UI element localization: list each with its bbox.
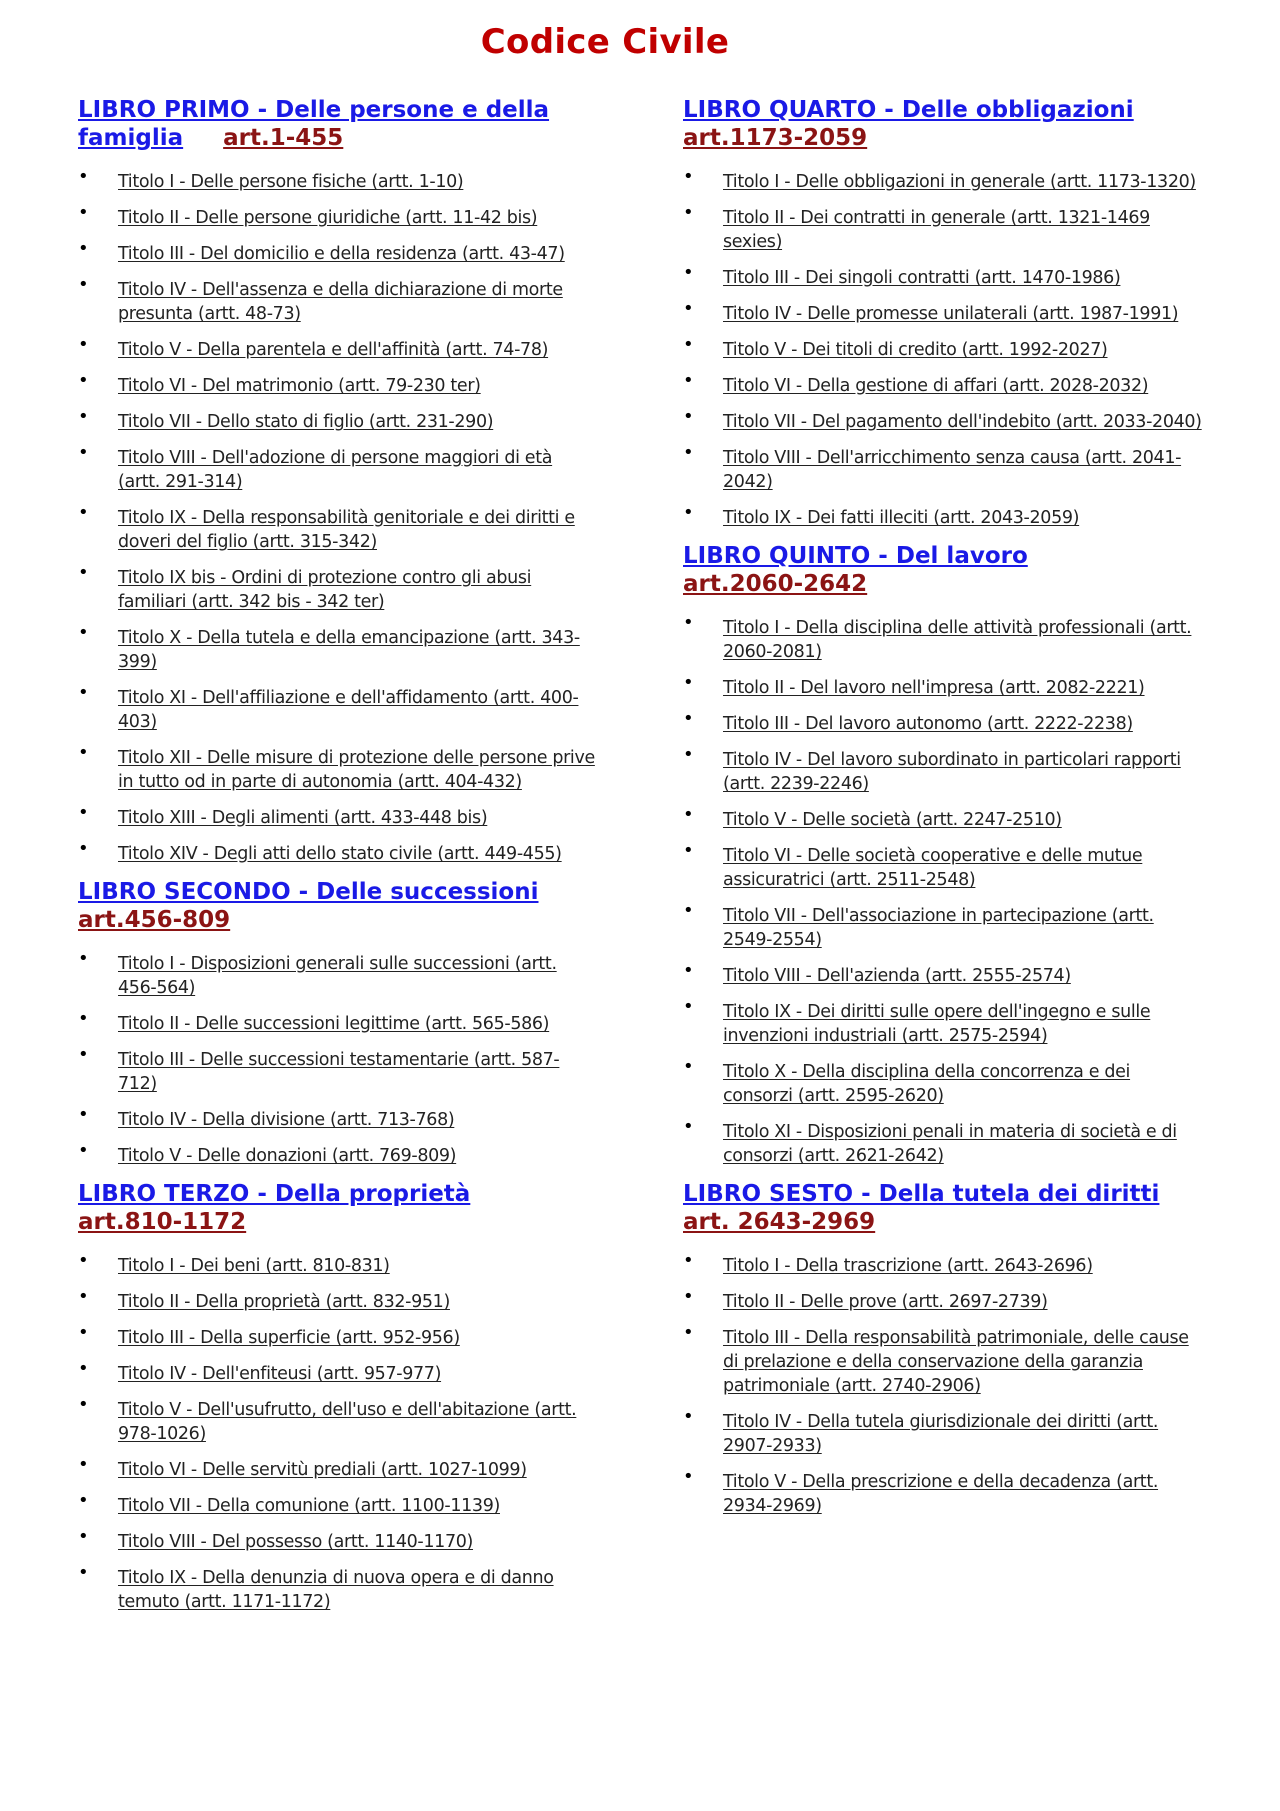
page-title: Codice Civile xyxy=(480,22,730,62)
title-link[interactable]: Titolo I - Delle obbligazioni in generale (artt. 1173-1320) xyxy=(723,172,1196,192)
title-link[interactable]: Titolo IV - Della divisione (artt. 713-768) xyxy=(118,1110,455,1130)
bullet-icon: • xyxy=(683,900,694,921)
title-list-item xyxy=(683,1056,1203,1108)
title-list-item xyxy=(78,1104,598,1132)
bullet-icon: • xyxy=(683,1116,694,1137)
title-list-item xyxy=(78,622,598,674)
title-link[interactable]: Titolo V - Dell'usufrutto, dell'uso e dell'abitazione (artt. 978-1026) xyxy=(118,1400,577,1444)
title-link[interactable]: Titolo XI - Dell'affiliazione e dell'affidamento (artt. 400-403) xyxy=(118,688,579,732)
title-link[interactable]: Titolo V - Delle società (artt. 2247-2510) xyxy=(723,810,1062,830)
bullet-icon: • xyxy=(78,442,89,463)
title-list-item xyxy=(78,1044,598,1096)
book-title-link[interactable]: LIBRO PRIMO - Delle persone e della famiglia xyxy=(78,97,550,151)
title-link[interactable]: Titolo IV - Delle promesse unilaterali (artt. 1987-1991) xyxy=(723,304,1179,324)
title-link[interactable]: Titolo III - Delle successioni testamentarie (artt. 587-712) xyxy=(118,1050,560,1094)
book-title-link[interactable]: LIBRO SESTO - Della tutela dei diritti xyxy=(683,1181,1160,1207)
book-heading xyxy=(683,542,1203,598)
title-link[interactable]: Titolo VI - Della gestione di affari (artt. 2028-2032) xyxy=(723,376,1149,396)
book-heading xyxy=(78,1180,598,1236)
title-link[interactable]: Titolo V - Dei titoli di credito (artt. 1992-2027) xyxy=(723,340,1108,360)
title-link[interactable]: Titolo X - Della disciplina della concorrenza e dei consorzi (artt. 2595-2620) xyxy=(723,1062,1131,1106)
title-link[interactable]: Titolo III - Del domicilio e della residenza (artt. 43-47) xyxy=(118,244,565,264)
title-link[interactable]: Titolo III - Del lavoro autonomo (artt. 2222-2238) xyxy=(723,714,1133,734)
title-list-item xyxy=(683,1286,1203,1314)
title-list-item xyxy=(78,1250,598,1278)
title-link[interactable]: Titolo II - Del lavoro nell'impresa (artt. 2082-2221) xyxy=(723,678,1145,698)
bullet-icon: • xyxy=(78,562,89,583)
title-link[interactable]: Titolo I - Dei beni (artt. 810-831) xyxy=(118,1256,390,1276)
bullet-icon: • xyxy=(78,406,89,427)
title-list-item xyxy=(683,202,1203,254)
title-list-item xyxy=(683,1250,1203,1278)
bullet-icon: • xyxy=(683,708,694,729)
bullet-icon: • xyxy=(78,1562,89,1583)
title-list-item xyxy=(683,1322,1203,1398)
bullet-icon: • xyxy=(78,1358,89,1379)
title-link[interactable]: Titolo IV - Dell'enfiteusi (artt. 957-977) xyxy=(118,1364,442,1384)
title-list-item xyxy=(78,1322,598,1350)
title-list-item xyxy=(78,1286,598,1314)
bullet-icon: • xyxy=(683,1322,694,1343)
title-link[interactable]: Titolo VI - Delle società cooperative e delle mutue assicuratrici (artt. 2511-2548) xyxy=(723,846,1143,890)
bullet-icon: • xyxy=(78,682,89,703)
bullet-icon: • xyxy=(78,370,89,391)
title-link[interactable]: Titolo VII - Del pagamento dell'indebito (artt. 2033-2040) xyxy=(723,412,1202,432)
title-link[interactable]: Titolo VII - Dell'associazione in partecipazione (artt. 2549-2554) xyxy=(723,906,1154,950)
title-link[interactable]: Titolo IV - Del lavoro subordinato in particolari rapporti (artt. 2239-2246) xyxy=(723,750,1181,794)
title-list-item xyxy=(683,334,1203,362)
bullet-icon: • xyxy=(78,1044,89,1065)
title-link[interactable]: Titolo I - Della disciplina delle attività professionali (artt. 2060-2081) xyxy=(723,618,1192,662)
title-list-item xyxy=(683,370,1203,398)
title-list-item xyxy=(78,1562,598,1614)
titles-list xyxy=(78,166,598,866)
title-list-item xyxy=(683,1466,1203,1518)
book-section xyxy=(683,542,1203,1168)
bullet-icon: • xyxy=(78,238,89,259)
title-link[interactable]: Titolo II - Delle prove (artt. 2697-2739) xyxy=(723,1292,1048,1312)
book-range-link[interactable]: art. 2643-2969 xyxy=(683,1209,876,1235)
title-list-item xyxy=(78,1008,598,1036)
title-link[interactable]: Titolo VIII - Dell'arricchimento senza causa (artt. 2041-2042) xyxy=(723,448,1182,492)
bullet-icon: • xyxy=(683,804,694,825)
bullet-icon: • xyxy=(683,996,694,1017)
bullet-icon: • xyxy=(683,442,694,463)
bullet-icon: • xyxy=(683,298,694,319)
bullet-icon: • xyxy=(78,1490,89,1511)
title-link[interactable]: Titolo II - Delle persone giuridiche (artt. 11-42 bis) xyxy=(118,208,538,228)
title-list-item xyxy=(78,502,598,554)
title-list-item xyxy=(78,274,598,326)
title-link[interactable]: Titolo II - Dei contratti in generale (artt. 1321-1469 sexies) xyxy=(723,208,1150,252)
title-list-item xyxy=(683,442,1203,494)
bullet-icon: • xyxy=(78,202,89,223)
title-link[interactable]: Titolo II - Delle successioni legittime (artt. 565-586) xyxy=(118,1014,550,1034)
titles-list xyxy=(683,612,1203,1168)
title-list-item xyxy=(78,1454,598,1482)
title-link[interactable]: Titolo VIII - Dell'adozione di persone maggiori di età (artt. 291-314) xyxy=(118,448,553,492)
title-link[interactable]: Titolo XIII - Degli alimenti (artt. 433-448 bis) xyxy=(118,808,488,828)
bullet-icon: • xyxy=(683,744,694,765)
title-list-item xyxy=(683,298,1203,326)
title-link[interactable]: Titolo I - Delle persone fisiche (artt. 1-10) xyxy=(118,172,464,192)
title-list-item xyxy=(78,1140,598,1168)
bullet-icon: • xyxy=(683,334,694,355)
book-section xyxy=(78,878,598,1168)
bullet-icon: • xyxy=(78,1322,89,1343)
title-list-item xyxy=(78,838,598,866)
bullet-icon: • xyxy=(683,672,694,693)
bullet-icon: • xyxy=(78,166,89,187)
title-list-item xyxy=(78,238,598,266)
bullet-icon: • xyxy=(683,406,694,427)
book-heading xyxy=(78,878,598,934)
bullet-icon: • xyxy=(683,1286,694,1307)
title-link[interactable]: Titolo III - Della superficie (artt. 952-956) xyxy=(118,1328,460,1348)
title-link[interactable]: Titolo IX bis - Ordini di protezione contro gli abusi familiari (artt. 342 bis - 342 ter) xyxy=(118,568,532,612)
title-link[interactable]: Titolo I - Disposizioni generali sulle successioni (artt. 456-564) xyxy=(118,954,557,998)
bullet-icon: • xyxy=(78,622,89,643)
titles-list xyxy=(683,1250,1203,1518)
bullet-icon: • xyxy=(683,370,694,391)
title-list-item xyxy=(683,262,1203,290)
title-list-item xyxy=(683,804,1203,832)
title-list-item xyxy=(78,562,598,614)
title-link[interactable]: Titolo VI - Delle servitù prediali (artt. 1027-1099) xyxy=(118,1460,527,1480)
title-list-item xyxy=(683,612,1203,664)
bullet-icon: • xyxy=(78,1140,89,1161)
title-list-item xyxy=(78,742,598,794)
title-link[interactable]: Titolo X - Della tutela e della emancipazione (artt. 343-399) xyxy=(118,628,580,672)
title-list-item xyxy=(683,744,1203,796)
bullet-icon: • xyxy=(683,1056,694,1077)
book-heading xyxy=(683,96,1203,152)
book-range-link[interactable]: art.2060-2642 xyxy=(683,571,868,597)
title-list-item xyxy=(78,202,598,230)
title-list-item xyxy=(78,166,598,194)
titles-list xyxy=(78,948,598,1168)
book-range-link[interactable]: art.1-455 xyxy=(223,125,344,151)
title-list-item xyxy=(683,960,1203,988)
title-list-item xyxy=(683,406,1203,434)
bullet-icon: • xyxy=(683,1466,694,1487)
title-link[interactable]: Titolo III - Dei singoli contratti (artt. 1470-1986) xyxy=(723,268,1121,288)
title-list-item xyxy=(78,948,598,1000)
bullet-icon: • xyxy=(683,960,694,981)
left-column xyxy=(78,96,598,1626)
bullet-icon: • xyxy=(683,1250,694,1271)
book-range-link[interactable]: art.1173-2059 xyxy=(683,125,868,151)
book-title-link[interactable]: LIBRO QUARTO - Delle obbligazioni xyxy=(683,97,1134,123)
title-link[interactable]: Titolo XIV - Degli atti dello stato civile (artt. 449-455) xyxy=(118,844,562,864)
bullet-icon: • xyxy=(683,166,694,187)
bullet-icon: • xyxy=(78,1104,89,1125)
title-list-item xyxy=(78,334,598,362)
title-link[interactable]: Titolo VIII - Dell'azienda (artt. 2555-2574) xyxy=(723,966,1071,986)
title-link[interactable]: Titolo V - Della parentela e dell'affinità (artt. 74-78) xyxy=(118,340,549,360)
titles-list xyxy=(683,166,1203,530)
bullet-icon: • xyxy=(683,502,694,523)
bullet-icon: • xyxy=(683,1406,694,1427)
title-list-item xyxy=(78,1490,598,1518)
bullet-icon: • xyxy=(78,948,89,969)
bullet-icon: • xyxy=(78,802,89,823)
title-list-item xyxy=(683,708,1203,736)
title-list-item xyxy=(683,166,1203,194)
title-link[interactable]: Titolo IX - Dei diritti sulle opere dell'ingegno e sulle invenzioni industriali (artt. 2575-2594) xyxy=(723,1002,1151,1046)
bullet-icon: • xyxy=(78,742,89,763)
bullet-icon: • xyxy=(78,838,89,859)
bullet-icon: • xyxy=(683,202,694,223)
title-link[interactable]: Titolo II - Della proprietà (artt. 832-951) xyxy=(118,1292,450,1312)
title-list-item xyxy=(683,672,1203,700)
book-heading xyxy=(683,1180,1203,1236)
bullet-icon: • xyxy=(78,1526,89,1547)
title-list-item xyxy=(78,1358,598,1386)
bullet-icon: • xyxy=(78,274,89,295)
title-link[interactable]: Titolo V - Della prescrizione e della decadenza (artt. 2934-2969) xyxy=(723,1472,1159,1516)
title-list-item xyxy=(78,1394,598,1446)
book-section xyxy=(683,1180,1203,1518)
title-list-item xyxy=(683,1406,1203,1458)
title-list-item xyxy=(78,406,598,434)
title-list-item xyxy=(683,502,1203,530)
title-list-item xyxy=(78,802,598,830)
book-range-link[interactable]: art.810-1172 xyxy=(78,1209,247,1235)
book-section xyxy=(78,96,598,866)
title-link[interactable]: Titolo IV - Dell'assenza e della dichiarazione di morte presunta (artt. 48-73) xyxy=(118,280,563,324)
title-link[interactable]: Titolo IX - Della denunzia di nuova opera e di danno temuto (artt. 1171-1172) xyxy=(118,1568,554,1612)
title-link[interactable]: Titolo V - Delle donazioni (artt. 769-809) xyxy=(118,1146,457,1166)
bullet-icon: • xyxy=(78,1286,89,1307)
title-list-item xyxy=(683,1116,1203,1168)
title-list-item xyxy=(683,900,1203,952)
bullet-icon: • xyxy=(78,1008,89,1029)
bullet-icon: • xyxy=(78,502,89,523)
bullet-icon: • xyxy=(683,262,694,283)
book-section xyxy=(683,96,1203,530)
title-link[interactable]: Titolo XI - Disposizioni penali in materia di società e di consorzi (artt. 2621-2642) xyxy=(723,1122,1177,1166)
title-link[interactable]: Titolo III - Della responsabilità patrimoniale, delle cause di prelazione e della conservazione della garanzia patrimoniale (artt. 2740-2906) xyxy=(723,1328,1189,1396)
title-link[interactable]: Titolo VII - Della comunione (artt. 1100-1139) xyxy=(118,1496,500,1516)
book-heading xyxy=(78,96,598,152)
bullet-icon: • xyxy=(78,1250,89,1271)
bullet-icon: • xyxy=(78,1394,89,1415)
bullet-icon: • xyxy=(78,334,89,355)
title-link[interactable]: Titolo I - Della trascrizione (artt. 2643-2696) xyxy=(723,1256,1093,1276)
titles-list xyxy=(78,1250,598,1614)
title-link[interactable]: Titolo IX - Dei fatti illeciti (artt. 2043-2059) xyxy=(723,508,1080,528)
book-section xyxy=(78,1180,598,1614)
title-link[interactable]: Titolo XII - Delle misure di protezione delle persone prive in tutto od in parte di autonomia (artt. 404-432) xyxy=(118,748,595,792)
book-title-link[interactable]: LIBRO QUINTO - Del lavoro xyxy=(683,543,1028,569)
title-list-item xyxy=(683,840,1203,892)
bullet-icon: • xyxy=(683,840,694,861)
title-list-item xyxy=(78,1526,598,1554)
title-link[interactable]: Titolo VI - Del matrimonio (artt. 79-230 ter) xyxy=(118,376,481,396)
bullet-icon: • xyxy=(683,612,694,633)
title-list-item xyxy=(78,682,598,734)
title-list-item xyxy=(78,370,598,398)
right-column xyxy=(683,96,1203,1530)
title-link[interactable]: Titolo VIII - Del possesso (artt. 1140-1170) xyxy=(118,1532,474,1552)
title-link[interactable]: Titolo IX - Della responsabilità genitoriale e dei diritti e doveri del figlio (artt. 315-342) xyxy=(118,508,575,552)
title-list-item xyxy=(78,442,598,494)
book-range-link[interactable]: art.456-809 xyxy=(78,907,231,933)
title-link[interactable]: Titolo VII - Dello stato di figlio (artt. 231-290) xyxy=(118,412,494,432)
title-link[interactable]: Titolo IV - Della tutela giurisdizionale dei diritti (artt. 2907-2933) xyxy=(723,1412,1159,1456)
book-title-link[interactable]: LIBRO SECONDO - Delle successioni xyxy=(78,879,539,905)
title-list-item xyxy=(683,996,1203,1048)
bullet-icon: • xyxy=(78,1454,89,1475)
book-title-link[interactable]: LIBRO TERZO - Della proprietà xyxy=(78,1181,471,1207)
